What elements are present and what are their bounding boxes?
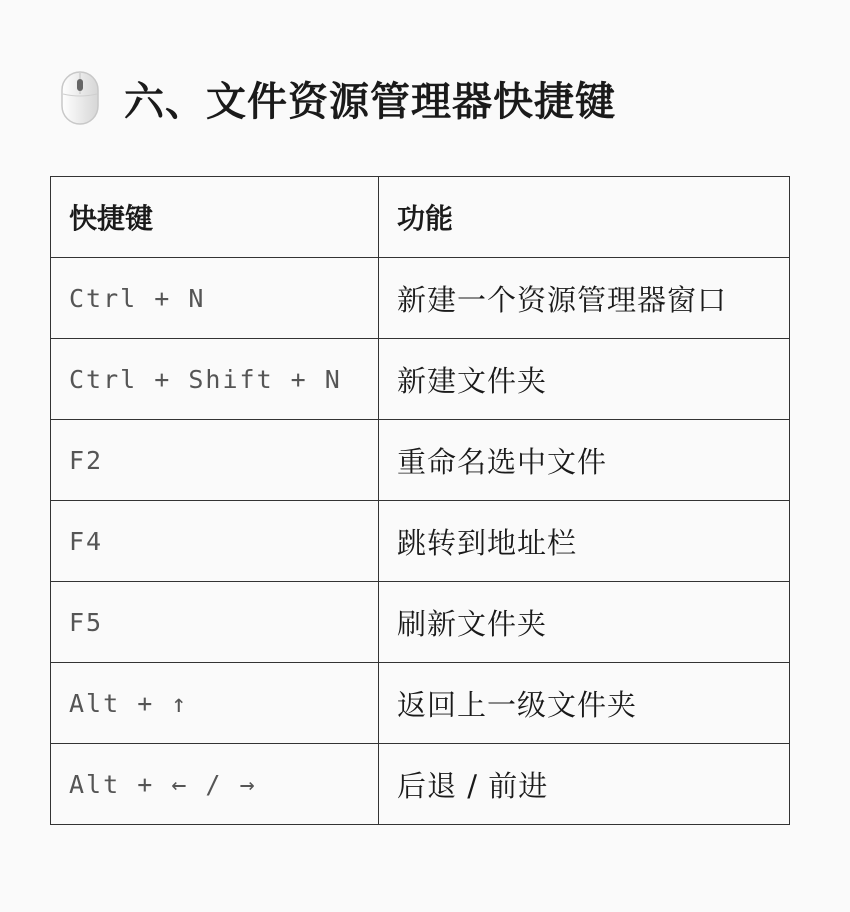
table-row: [51, 501, 790, 582]
function-cell: 新建一个资源管理器窗口: [379, 258, 790, 339]
computer-mouse-icon: [60, 70, 100, 126]
table-row: [51, 258, 790, 339]
shortcut-key-cell: F2: [51, 420, 379, 501]
table-row: [51, 582, 790, 663]
shortcut-key-cell: F4: [51, 501, 379, 582]
shortcut-key-cell: F5: [51, 582, 379, 663]
table-row: [51, 744, 790, 825]
function-cell: 刷新文件夹: [379, 582, 790, 663]
function-cell: 新建文件夹: [379, 339, 790, 420]
function-cell: 重命名选中文件: [379, 420, 790, 501]
table-row: [51, 339, 790, 420]
shortcut-key-cell: Alt + ↑: [51, 663, 379, 744]
section-heading: [60, 70, 616, 126]
table-row: [51, 663, 790, 744]
table-row: [51, 420, 790, 501]
page-title: 六、文件资源管理器快捷键: [124, 78, 616, 125]
shortcut-key-cell: Ctrl + Shift + N: [51, 339, 379, 420]
function-cell: 跳转到地址栏: [379, 501, 790, 582]
function-cell: 返回上一级文件夹: [379, 663, 790, 744]
shortcut-key-cell: Ctrl + N: [51, 258, 379, 339]
table-header-row: [51, 177, 790, 258]
shortcuts-table: [50, 176, 790, 825]
function-cell: 后退 / 前进: [379, 744, 790, 825]
shortcut-key-cell: Alt + ← / →: [51, 744, 379, 825]
column-header-shortcut: 快捷键: [51, 177, 379, 258]
column-header-function: 功能: [379, 177, 790, 258]
